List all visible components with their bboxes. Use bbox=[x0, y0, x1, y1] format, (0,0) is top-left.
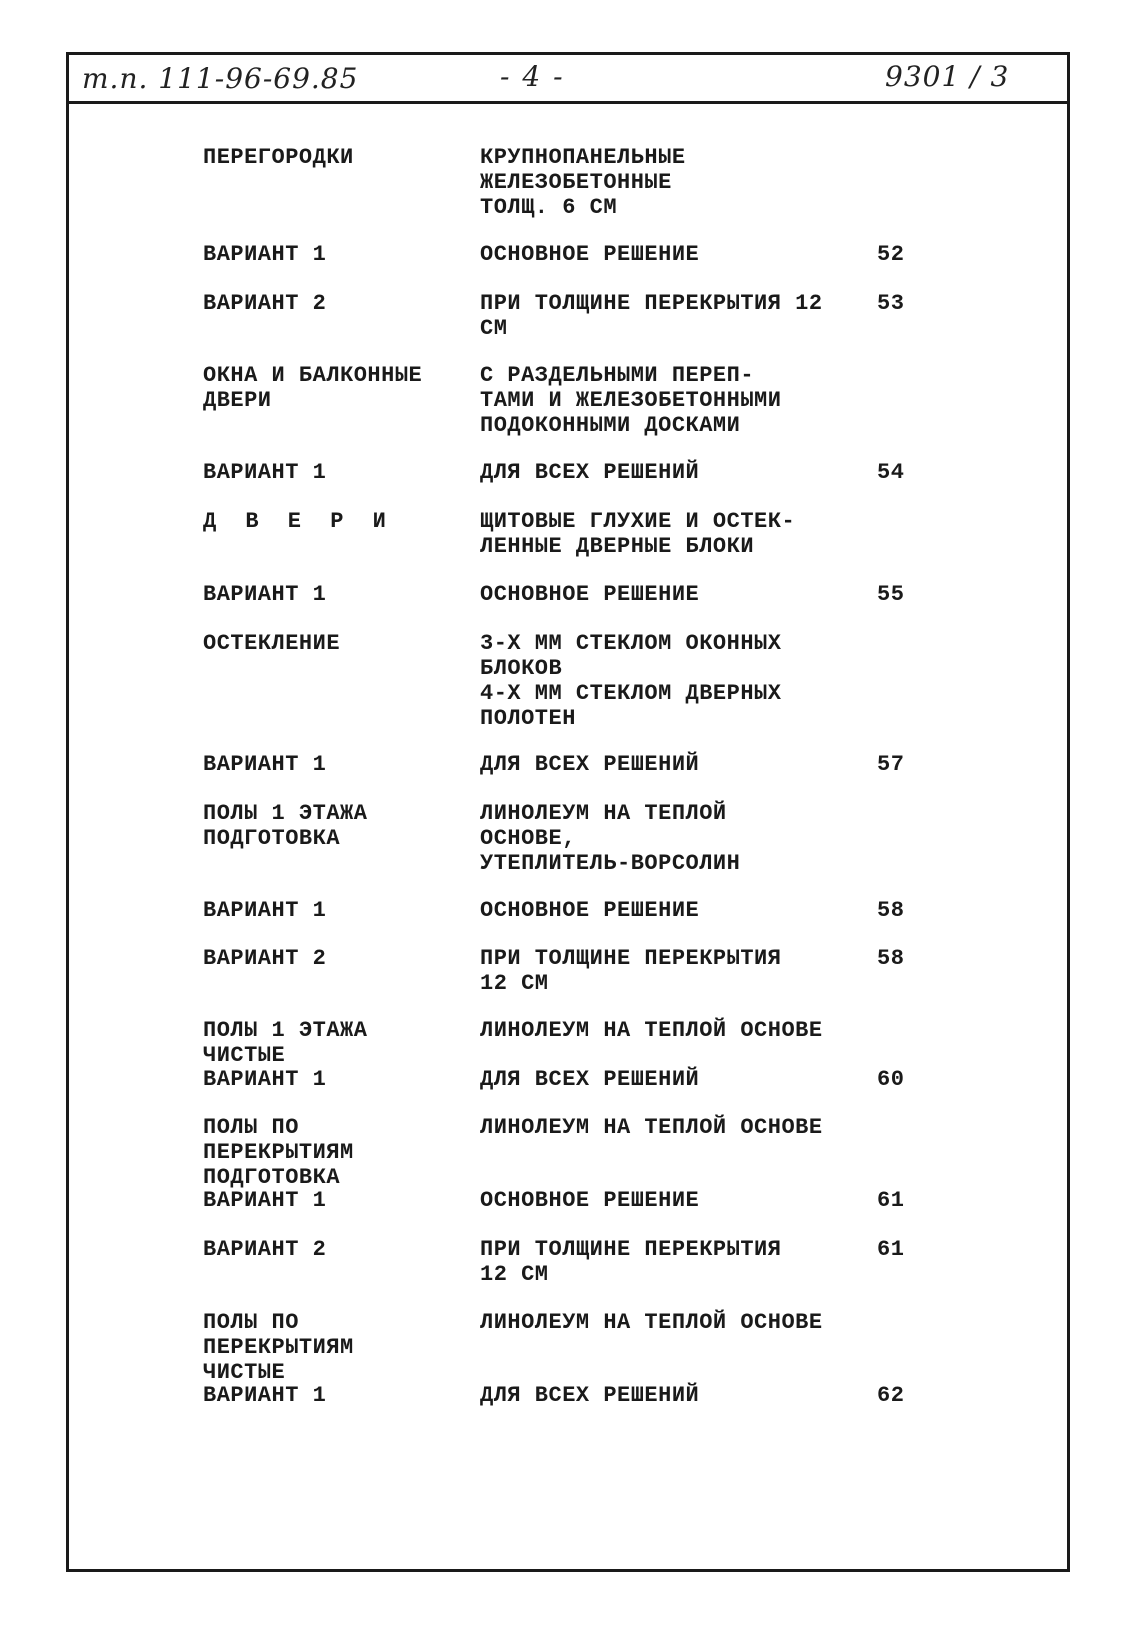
section-title: ВАРИАНТ 1 bbox=[203, 460, 327, 485]
page-number: 58 bbox=[877, 946, 905, 971]
section-description: ДЛЯ ВСЕХ РЕШЕНИЙ bbox=[480, 1067, 700, 1092]
section-description: ДЛЯ ВСЕХ РЕШЕНИЙ bbox=[480, 752, 700, 777]
section-title: ВАРИАНТ 2 bbox=[203, 1237, 327, 1262]
sheet-number: 9301 / 3 bbox=[885, 60, 1010, 93]
section-title: Д В Е Р И bbox=[203, 509, 394, 534]
page-number: 62 bbox=[877, 1383, 905, 1408]
section-description: ПРИ ТОЛЩИНЕ ПЕРЕКРЫТИЯ 12 СМ bbox=[480, 1237, 782, 1287]
section-title: ВАРИАНТ 1 bbox=[203, 1383, 327, 1408]
section-title: ОСТЕКЛЕНИЕ bbox=[203, 631, 341, 656]
section-description: ЩИТОВЫЕ ГЛУХИЕ И ОСТЕК- ЛЕННЫЕ ДВЕРНЫЕ БЛОКИ bbox=[480, 509, 796, 559]
section-title: ВАРИАНТ 1 bbox=[203, 242, 327, 267]
page-marker: - 4 - bbox=[500, 60, 565, 93]
section-description: С РАЗДЕЛЬНЫМИ ПЕРЕП- ТАМИ И ЖЕЛЕЗОБЕТОННЫМИ ПОДОКОННЫМИ ДОСКАМИ bbox=[480, 363, 782, 438]
section-title: ПОЛЫ 1 ЭТАЖА ПОДГОТОВКА bbox=[203, 801, 368, 851]
document-code: т.п. 111-96-69.85 bbox=[82, 62, 359, 95]
section-description: ПРИ ТОЛЩИНЕ ПЕРЕКРЫТИЯ 12 СМ bbox=[480, 291, 823, 341]
section-description: ДЛЯ ВСЕХ РЕШЕНИЙ bbox=[480, 1383, 700, 1408]
page-number: 54 bbox=[877, 460, 905, 485]
section-description: ОСНОВНОЕ РЕШЕНИЕ bbox=[480, 582, 700, 607]
section-title: ВАРИАНТ 1 bbox=[203, 582, 327, 607]
section-title: ПОЛЫ ПО ПЕРЕКРЫТИЯМ ЧИСТЫЕ bbox=[203, 1310, 354, 1385]
section-description: ЛИНОЛЕУМ НА ТЕПЛОЙ ОСНОВЕ bbox=[480, 1310, 823, 1335]
section-description: ОСНОВНОЕ РЕШЕНИЕ bbox=[480, 1188, 700, 1213]
page-number: 57 bbox=[877, 752, 905, 777]
section-description: ОСНОВНОЕ РЕШЕНИЕ bbox=[480, 898, 700, 923]
section-title: ВАРИАНТ 2 bbox=[203, 291, 327, 316]
section-title: ВАРИАНТ 2 bbox=[203, 946, 327, 971]
section-description: 3-Х ММ СТЕКЛОМ ОКОННЫХ БЛОКОВ 4-Х ММ СТЕКЛОМ ДВЕРНЫХ ПОЛОТЕН bbox=[480, 631, 782, 731]
section-title: ВАРИАНТ 1 bbox=[203, 1067, 327, 1092]
page-number: 58 bbox=[877, 898, 905, 923]
section-description: ОСНОВНОЕ РЕШЕНИЕ bbox=[480, 242, 700, 267]
section-title: ВАРИАНТ 1 bbox=[203, 1188, 327, 1213]
section-title: ПОЛЫ ПО ПЕРЕКРЫТИЯМ ПОДГОТОВКА bbox=[203, 1115, 354, 1190]
section-description: ПРИ ТОЛЩИНЕ ПЕРЕКРЫТИЯ 12 СМ bbox=[480, 946, 782, 996]
section-title: ОКНА И БАЛКОННЫЕ ДВЕРИ bbox=[203, 363, 423, 413]
section-description: КРУПНОПАНЕЛЬНЫЕ ЖЕЛЕЗОБЕТОННЫЕ ТОЛЩ. 6 СМ bbox=[480, 145, 686, 220]
page-number: 61 bbox=[877, 1188, 905, 1213]
section-title: ПОЛЫ 1 ЭТАЖА ЧИСТЫЕ bbox=[203, 1018, 368, 1068]
section-description: ЛИНОЛЕУМ НА ТЕПЛОЙ ОСНОВЕ, УТЕПЛИТЕЛЬ-ВОРСОЛИН bbox=[480, 801, 741, 876]
section-title: ПЕРЕГОРОДКИ bbox=[203, 145, 354, 170]
page-number: 53 bbox=[877, 291, 905, 316]
section-description: ДЛЯ ВСЕХ РЕШЕНИЙ bbox=[480, 460, 700, 485]
page-number: 55 bbox=[877, 582, 905, 607]
section-description: ЛИНОЛЕУМ НА ТЕПЛОЙ ОСНОВЕ bbox=[480, 1115, 823, 1140]
section-title: ВАРИАНТ 1 bbox=[203, 752, 327, 777]
page-number: 60 bbox=[877, 1067, 905, 1092]
page-number: 61 bbox=[877, 1237, 905, 1262]
section-description: ЛИНОЛЕУМ НА ТЕПЛОЙ ОСНОВЕ bbox=[480, 1018, 823, 1043]
page-number: 52 bbox=[877, 242, 905, 267]
section-title: ВАРИАНТ 1 bbox=[203, 898, 327, 923]
